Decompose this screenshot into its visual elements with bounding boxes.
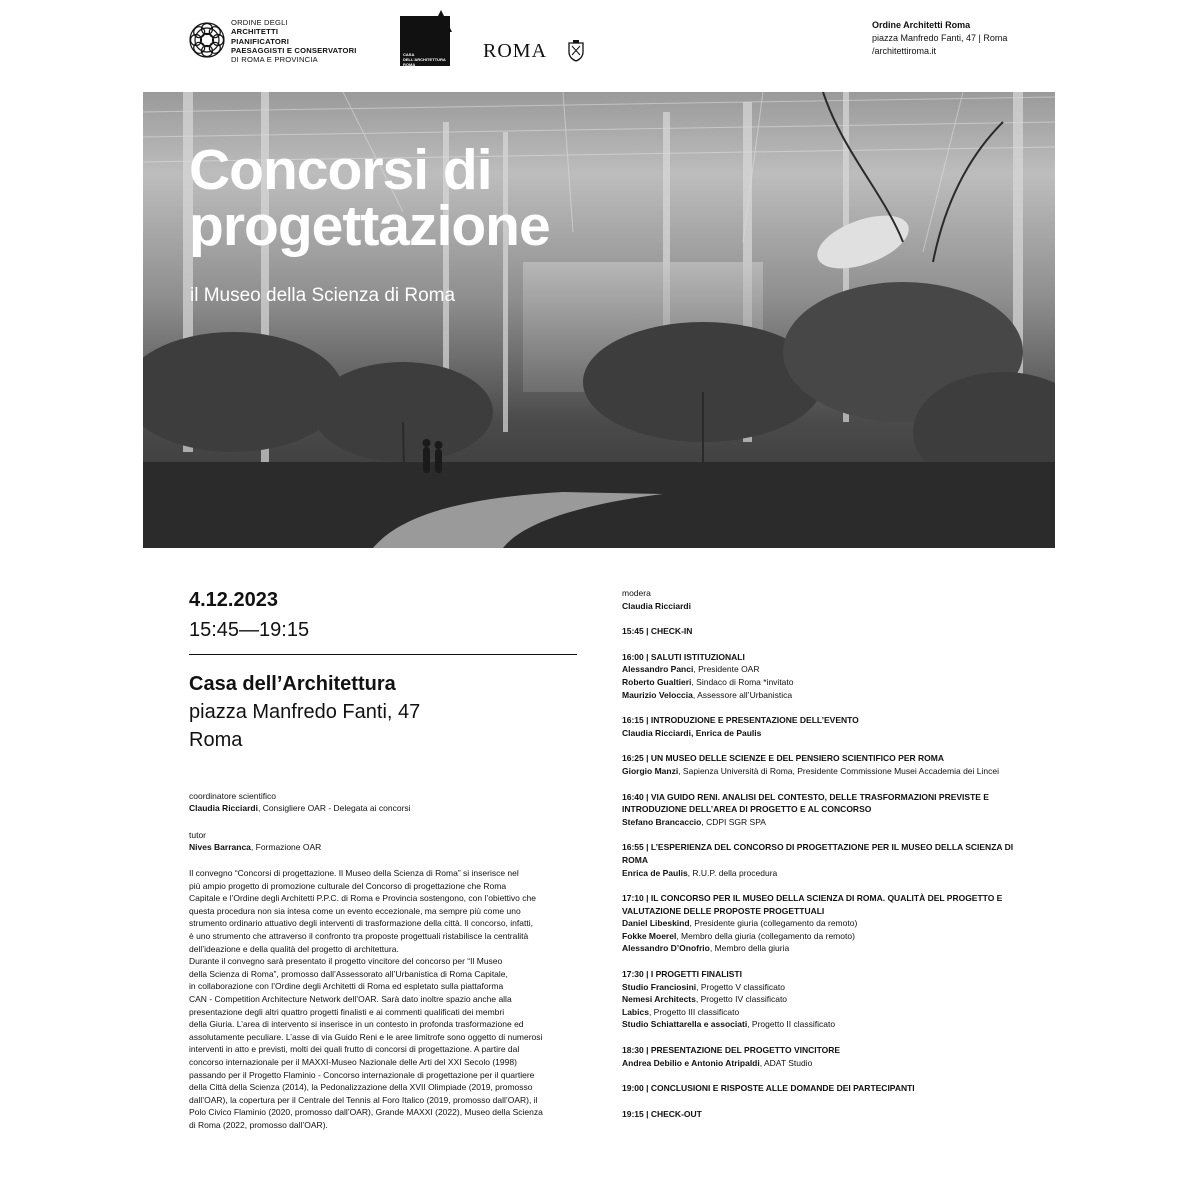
program-speaker [622,765,1022,778]
program-item [622,968,1022,1031]
tutor-role: , Formazione OAR [250,842,322,852]
intro-line: Polo Civico Flaminio (2020, promosso dall’OAR), Grande MAXXI (2022), Museo della Scienza [189,1107,543,1118]
speaker-role: , Presidente giuria (collegamento da remoto) [689,918,858,929]
speaker-name: Maurizio Veloccia [622,689,693,700]
speaker-name: Stefano Brancaccio [622,816,702,827]
moderator-name: Claudia Ricciardi [622,600,691,611]
speaker-role: , Membro della giuria [709,943,790,954]
roma-logo: ROMA [483,40,548,62]
program-item-heading: 16:00 | SALUTI ISTITUZIONALI [622,651,745,662]
venue-street: piazza Manfredo Fanti, 47 [189,701,421,723]
speaker-name: Studio Franciosini [622,981,697,992]
oar-logo-line: PIANIFICATORI [231,36,290,46]
intro-text [189,867,579,1131]
intro-line: questa procedura non sia intesa come un evento eccezionale, ma sempre più come uno [189,905,521,916]
tutor-label: tutor [189,830,207,840]
address-web[interactable]: /architettiroma.it [872,46,937,56]
hero-image [143,92,1055,548]
speaker-role: , CDPI SGR SPA [701,816,766,827]
speaker-name: Claudia Ricciardi, Enrica de Paulis [622,727,762,738]
program-speaker [622,993,1022,1006]
program-item-heading: 16:55 | L’ESPERIENZA DEL CONCORSO DI PROGETTAZIONE PER IL MUSEO DELLA SCIENZA DI ROMA [622,842,1014,865]
speaker-name: Alessandro Panci [622,664,694,675]
event-time: 15:45—19:15 [189,619,310,641]
program-item [622,1044,1022,1069]
address-org: Ordine Architetti Roma [872,20,971,30]
speaker-name: Andrea Debilio e Antonio Atripaldi [622,1057,760,1068]
venue-name: Casa dell’Architettura [189,673,396,695]
program-speaker [622,816,1022,829]
intro-line: dall’OAR), la copertura per il Centrale del Tennis al Foro Italico (2019, promosso dall’OAR), il [189,1094,538,1105]
intro-line: concorso internazionale per il MAXXI-Museo Nazionale delle Arti del XXI Secolo (1998) [189,1056,517,1067]
program-item-heading: 16:15 | INTRODUZIONE E PRESENTAZIONE DELL’EVENTO [622,715,859,726]
program-item-heading: 16:40 | VIA GUIDO RENI. ANALISI DEL CONTESTO, DELLE TRASFORMAZIONI PREVISTE E INTRODUZIONE DELL’AREA DI PROGETTO E AL CONCORSO [622,791,989,815]
speaker-name: Nemesi Architects [622,994,696,1005]
program-item [622,752,1022,777]
speaker-name: Alessandro D’Onofrio [622,943,710,954]
speaker-role: , ADAT Studio [759,1057,813,1068]
program-schedule [622,587,1022,1133]
header-address [872,19,1007,58]
speaker-role: , Progetto III classificato [648,1006,740,1017]
speaker-role: , Progetto V classificato [696,981,785,992]
intro-line: in collaborazione con l’Ordine degli Architetti di Roma ed espletato sulla piattaforma [189,981,504,992]
intro-line: della Scienza di Roma”, promosso dall’Assessorato all’Urbanistica di Roma Capitale, [189,968,508,979]
intro-line: di Roma (2022, promosso dall’OAR). [189,1119,328,1130]
program-item-heading: 15:45 | CHECK-IN [622,626,693,637]
program-item [622,892,1022,955]
coordinator-role: , Consigliere OAR - Delegata ai concorsi [257,803,411,813]
moderator-label: modera [622,588,651,598]
speaker-name: Daniel Libeskind [622,918,690,929]
oar-logo-text [231,18,357,64]
tutor-line [189,841,321,854]
program-speaker [622,942,1022,955]
oar-emblem-icon [188,20,226,60]
oar-logo-line: PAESAGGISTI E CONSERVATORI [231,45,357,55]
program-speaker [622,727,1022,740]
tutor-name: Nives Barranca [189,842,251,852]
event-date: 4.12.2023 [189,589,278,611]
program-item [622,714,1022,739]
intro-line: Capitale e l’Ordine degli Architetti P.P.C. di Roma e Provincia sostengono, con l’obiettivo che [189,893,536,904]
oar-logo-line: DI ROMA E PROVINCIA [231,55,318,65]
program-speaker [622,663,1022,676]
speaker-name: Giorgio Manzi [622,765,679,776]
intro-line: presentazione degli altri quattro progetti finalisti e ai commenti qualificati dei membri [189,1006,505,1017]
moderator-block [622,587,1022,612]
intro-line: più ampio progetto di promozione culturale del Concorso di progettazione che Roma [189,880,507,891]
address-street: piazza Manfredo Fanti, 47 | Roma [872,33,1008,43]
casa-logo-block [400,16,450,66]
intro-line: Durante il convegno sarà presentato il progetto vincitore del concorso per “Il Museo [189,956,503,967]
casa-architettura-logo [400,10,450,66]
intro-line: passando per il Progetto Flaminio - Concorso internazionale di progettazione per il quartiere [189,1069,535,1080]
hero-subtitle: il Museo della Scienza di Roma [190,285,456,306]
coordinator-label: coordinatore scientifico [189,791,276,801]
program-item-heading: 18:30 | PRESENTAZIONE DEL PROGETTO VINCITORE [622,1045,841,1056]
intro-line: assolutamente peculiare. L’asse di via Guido Reni e le aree limitrofe sono oggetto di numerosi [189,1031,543,1042]
hero-title-line1: Concorsi di [189,138,492,202]
speaker-role: , Progetto II classificato [747,1019,836,1030]
speaker-role: , Sapienza Università di Roma, Presidente Commissione Musei Accademia dei Lincei [678,765,999,776]
program-speaker [622,930,1022,943]
speaker-role: , Presidente OAR [693,664,760,675]
program-item [622,1082,1022,1095]
divider [189,654,577,655]
speaker-role: , Membro della giuria (collegamento da remoto) [676,930,855,941]
program-speaker [622,981,1022,994]
intro-line: strumento ordinario attuativo degli interventi di trasformazione della città. Il concorso, infatti, [189,918,533,929]
program-speaker [622,689,1022,702]
program-items [622,625,1022,1120]
coordinator-line [189,802,411,815]
intro-line: della Città della Scienza (2014), la Pedonalizzazione della XVII Olimpiade (2019, promosso [189,1082,533,1093]
program-speaker [622,917,1022,930]
program-item-heading: 19:00 | CONCLUSIONI E RISPOSTE ALLE DOMANDE DEI PARTECIPANTI [622,1083,915,1094]
speaker-role: , R.U.P. della procedura [687,867,778,878]
program-speaker [622,1018,1022,1031]
venue-city: Roma [189,729,243,751]
intro-line: CAN - Competition Architecture Network dell’OAR. Sarà dato inoltre spazio anche alla [189,993,512,1004]
intro-line: è uno strumento che attraverso il confronto tra proposte progettuali ristabilisce la centralità [189,930,529,941]
oar-logo-line: ORDINE DEGLI [231,18,288,27]
program-item [622,651,1022,701]
intro-line: della Giuria. L’area di intervento si inserisce in un contesto in profonda trasformazione ed [189,1019,524,1030]
program-item-heading: 17:10 | IL CONCORSO PER IL MUSEO DELLA SCIENZA DI ROMA. QUALITÀ DEL PROGETTO E VALUTAZIONE DELLE PROPOSTE PROGETTUALI [622,893,1003,916]
program-speaker [622,676,1022,689]
program-item [622,625,1022,638]
speaker-name: Studio Schiattarella e associati [622,1019,748,1030]
speaker-name: Enrica de Paulis [622,867,688,878]
program-item-heading: 19:15 | CHECK-OUT [622,1108,702,1119]
hero-title [189,138,550,258]
speaker-name: Fokke Moerel [622,930,677,941]
program-item-heading: 17:30 | I PROGETTI FINALISTI [622,969,742,980]
roma-crest-icon [567,40,585,62]
hero-title-line2: progettazione [189,194,550,258]
oar-logo [188,18,363,66]
program-speaker [622,867,1022,880]
speaker-role: , Progetto IV classificato [695,994,788,1005]
speaker-name: Roberto Gualtieri [622,676,692,687]
program-speaker [622,1006,1022,1019]
coordinator-name: Claudia Ricciardi [189,803,258,813]
speaker-name: Labics [622,1006,649,1017]
program-item [622,841,1022,879]
program-speaker [622,1057,1022,1070]
program-item-heading: 16:25 | UN MUSEO DELLE SCIENZE E DEL PENSIERO SCIENTIFICO PER ROMA [622,753,944,764]
program-item [622,791,1022,829]
speaker-role: , Sindaco di Roma *invitato [691,676,794,687]
program-item [622,1108,1022,1121]
intro-line: dell’ideazione e della qualità del progetto di architettura. [189,943,399,954]
intro-line: Il convegno “Concorsi di progettazione. Il Museo della Scienza di Roma” si inserisce nel [189,868,519,878]
oar-logo-line: ARCHITETTI [231,27,279,37]
speaker-role: , Assessore all’Urbanistica [692,689,793,700]
casa-logo-text: CASA DELL'ARCHITETTURA ROMA [403,52,446,67]
intro-line: interventi in atto e previsti, molti dei quali frutto di concorsi di progettazione. A partire dal [189,1044,520,1055]
